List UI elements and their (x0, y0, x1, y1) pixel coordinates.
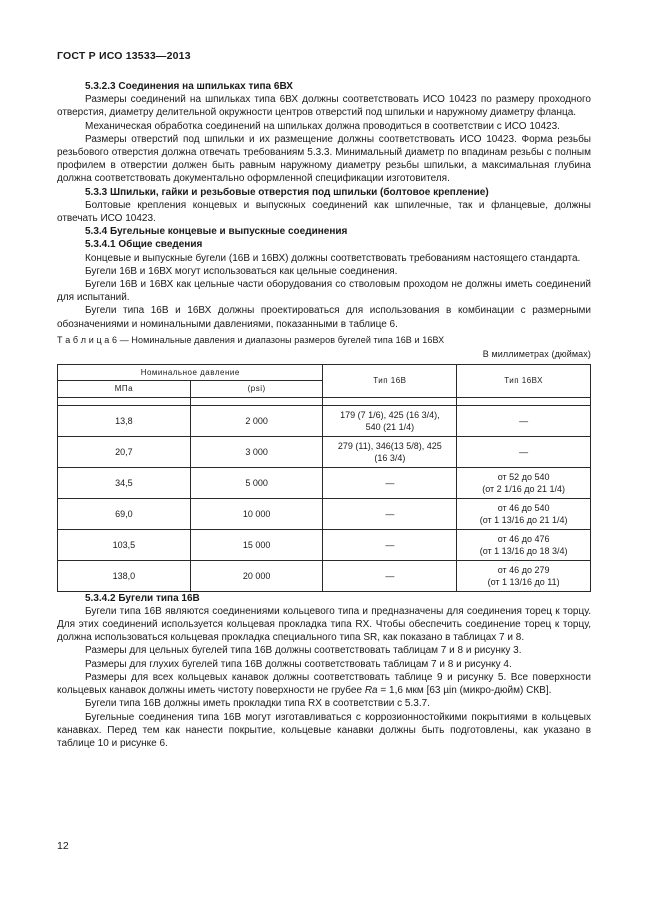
psi-cell (190, 467, 323, 498)
cell-line: 103,5 (112, 539, 136, 550)
cell-line: (от 1 13/16 до 18 3/4) (479, 545, 568, 556)
type-16b-cell (323, 405, 457, 436)
header-mpa: МПа (58, 381, 191, 397)
paragraph: Размеры соединений на шпильках типа 6ВХ должны соответствовать ИСО 10423 по размеру проходного отверстия, диаметру делительной окружности центров отверстий под шпильки и наружному диаметру фланца. (57, 94, 591, 119)
mpa-cell (58, 405, 191, 436)
cell-line: от 46 до 279 (497, 564, 550, 575)
mpa-cell (58, 467, 191, 498)
section-5-3-2-3-title: 5.3.2.3 Соединения на шпильках типа 6ВХ (85, 81, 293, 92)
page-content (57, 80, 591, 750)
header-type-16bx: Тип 16ВХ (457, 365, 591, 397)
cell-line: 179 (7 1/6), 425 (16 3/4), (340, 409, 440, 420)
table-units: В миллиметрах (дюймах) (482, 349, 591, 360)
paragraph: Размеры для цельных бугелей типа 16В должны соответствовать таблицам 7 и 8 и рисунку 3. (85, 645, 522, 657)
cell-line: от 46 до 540 (497, 502, 550, 513)
type-16b-cell (323, 560, 457, 591)
psi-cell (190, 529, 323, 560)
section-5-3-4-title: 5.3.4 Бугельные концевые и выпускные соединения (85, 226, 348, 238)
cell-line: 13,8 (115, 415, 133, 426)
paragraph: Бугельные соединения типа 16В могут изготавливаться с коррозионностойкими покрытиями в кольцевых канавках. Перед тем как нанести покрытие, кольцевые канавки должны быть подготовлены, как указано в таблице 10 и рисунке 6. (57, 711, 591, 749)
table-row (58, 498, 591, 529)
table-row (58, 560, 591, 591)
cell-line: 10 000 (242, 508, 271, 519)
table-row (58, 405, 591, 436)
text: = 1,6 мкм [63 µin (микро-дюйм) СКВ]. (377, 685, 552, 697)
cell-line: — (519, 446, 529, 457)
cell-line: 5 000 (245, 477, 268, 488)
table-caption: Т а б л и ц а 6 — Номинальные давления и диапазоны размеров бугелей типа 16В и 16ВХ (57, 334, 445, 345)
text: Размеры для всех кольцевых канавок должны соответствовать таблице 9 и рисунку 5. Все поверхности кольцевых канавок должны иметь чистоту поверхности не грубее (57, 671, 591, 697)
paragraph: Бугели 16В и 16ВХ могут использоваться как цельные соединения. (85, 265, 398, 277)
section-5-3-3-title: 5.3.3 Шпильки, гайки и резьбовые отверстия под шпильки (болтовое крепление) (85, 186, 489, 198)
mpa-cell (58, 529, 191, 560)
cell-line: (от 1 13/16 до 21 1/4) (479, 514, 568, 525)
cell-line: 34,5 (115, 477, 133, 488)
cell-line: — (385, 570, 395, 581)
cell-line: — (385, 508, 395, 519)
cell-line: — (519, 415, 529, 426)
cell-line: от 52 до 540 (497, 471, 550, 482)
paragraph (57, 671, 591, 697)
cell-line: 138,0 (112, 570, 136, 581)
psi-cell (190, 560, 323, 591)
header-nominal-pressure: Номинальное давление (58, 365, 323, 381)
ra-symbol: Ra (364, 685, 378, 697)
psi-cell (190, 498, 323, 529)
type-16bx-cell (457, 529, 591, 560)
type-16b-cell (323, 467, 457, 498)
table-spacer-row (58, 397, 591, 405)
page-number: 12 (57, 840, 69, 852)
document-header: ГОСТ Р ИСО 13533—2013 (57, 50, 191, 62)
cell-line: 540 (21 1/4) (365, 421, 415, 432)
paragraph: Концевые и выпускные бугели (16В и 16ВХ) должны соответствовать требованиям настоящего стандарта. (85, 252, 581, 264)
cell-line: 20,7 (115, 446, 133, 457)
pressure-table (57, 364, 591, 591)
psi-cell (190, 436, 323, 467)
cell-line: — (385, 539, 395, 550)
cell-line: 3 000 (245, 446, 268, 457)
psi-cell (190, 405, 323, 436)
header-psi: (psi) (190, 381, 323, 397)
cell-line: 279 (11), 346(13 5/8), 425 (337, 440, 442, 451)
paragraph: Бугели типа 16В и 16ВХ должны проектироваться для использования в комбинации с размерными обозначениями и номинальными давлениями, показанными в таблице 6. (57, 305, 591, 330)
cell-line: (от 1 13/16 до 11) (487, 576, 560, 587)
paragraph: Бугели типа 16В должны иметь прокладки типа RX в соответствии с 5.3.7. (85, 698, 430, 710)
cell-line: (от 2 1/16 до 21 1/4) (482, 483, 565, 494)
paragraph: Размеры отверстий под шпильки и их размещение должны соответствовать ИСО 10423. Форма резьбы резьбового отверстия должна отвечать требованиям 5.3.3. Минимальный диаметр по впадинам резьбы с полным профилем в отверстии должен быть равным наружному диаметру резьбы шпильки, а максимальная глубина должна соответствовать документально оформленной спецификации изготовителя. (57, 133, 591, 185)
paragraph: Бугели типа 16В являются соединениями кольцевого типа и предназначены для соединения торец к торцу. Для этих соединений используется кольцевая прокладка типа RX. Чтобы обеспечить соединение торец к торцу, должна использоваться кольцевая прокладка специального типа SR, как показано в таблицах 7 и 8. (57, 605, 591, 644)
table-row (58, 529, 591, 560)
type-16b-cell (323, 436, 457, 467)
section-5-3-4-1-title: 5.3.4.1 Общие сведения (85, 239, 203, 251)
type-16b-cell (323, 529, 457, 560)
type-16bx-cell (457, 405, 591, 436)
cell-line: 69,0 (115, 508, 133, 519)
paragraph: Бугели 16В и 16ВХ как цельные части оборудования со стволовым проходом не должны иметь соединений для испытаний. (57, 279, 591, 304)
header-type-16b: Тип 16В (323, 365, 457, 397)
paragraph: Размеры для глухих бугелей типа 16В должны соответствовать таблицам 7 и 8 и рисунку 4. (85, 658, 512, 670)
mpa-cell (58, 498, 191, 529)
table-row (58, 467, 591, 498)
type-16bx-cell (457, 436, 591, 467)
type-16b-cell (323, 498, 457, 529)
table-row (58, 436, 591, 467)
cell-line: 15 000 (242, 539, 271, 550)
section-5-3-4-2-title: 5.3.4.2 Бугели типа 16В (85, 592, 200, 604)
type-16bx-cell (457, 498, 591, 529)
cell-line: 2 000 (245, 415, 268, 426)
mpa-cell (58, 436, 191, 467)
cell-line: от 46 до 476 (497, 533, 550, 544)
cell-line: 20 000 (242, 570, 271, 581)
mpa-cell (58, 560, 191, 591)
paragraph: Механическая обработка соединений на шпильках должна проводиться в соответствии с ИСО 10423. (85, 120, 560, 132)
paragraph: Болтовые крепления концевых и выпускных соединений как шпилечные, так и фланцевые, должны отвечать ИСО 10423. (57, 199, 591, 225)
cell-line: (16 3/4) (374, 452, 406, 463)
type-16bx-cell (457, 467, 591, 498)
type-16bx-cell (457, 560, 591, 591)
cell-line: — (385, 477, 395, 488)
